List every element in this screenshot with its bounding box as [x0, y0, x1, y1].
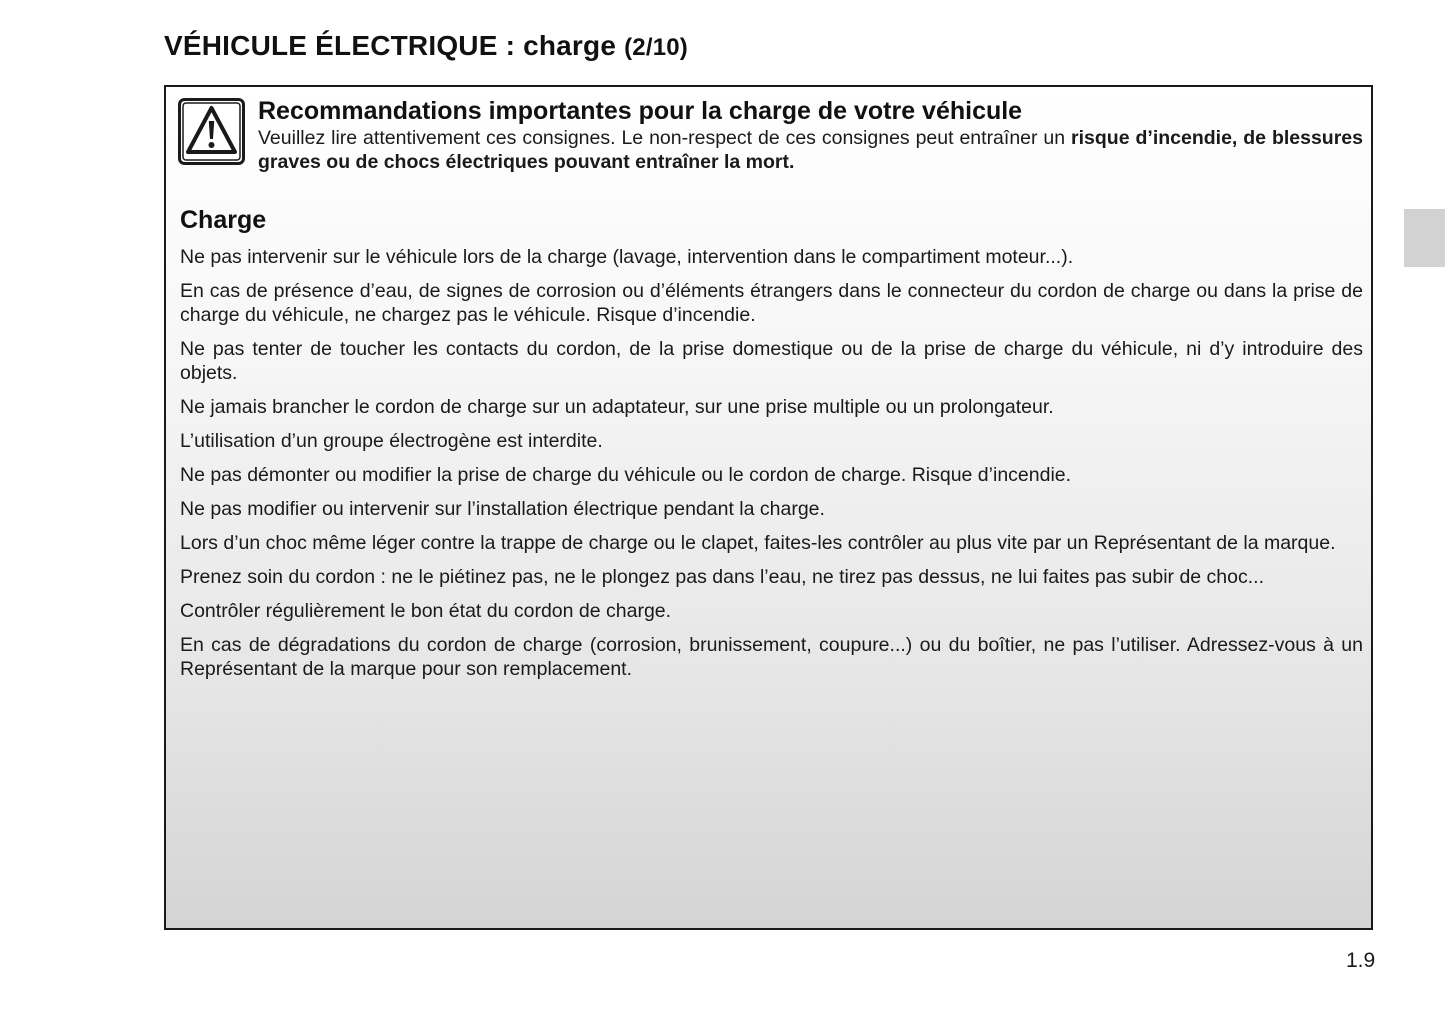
- page-title-counter: (2/10): [624, 34, 689, 61]
- instruction-paragraph: Contrôler régulièrement le bon état du cordon de charge.: [180, 600, 672, 622]
- page-number: 1.9: [1346, 949, 1376, 972]
- page-title-text: VÉHICULE ÉLECTRIQUE : charge: [164, 30, 617, 61]
- warning-triangle-icon: [178, 98, 245, 165]
- instruction-paragraph: Ne pas tenter de toucher les contacts du cordon, de la prise domestique ou de la prise de charge du véhicule, ni d’y introduire des objets.: [180, 338, 1363, 384]
- warning-intro-text: Veuillez lire attentivement ces consignes. Le non-respect de ces consignes peut entraîner un: [258, 127, 1072, 149]
- instruction-paragraph: En cas de présence d’eau, de signes de corrosion ou d’éléments étrangers dans le connecteur du cordon de charge ou dans la prise de charge du véhicule, ne chargez pas le véhicule. Risque d’incendie.: [180, 280, 1363, 326]
- section-heading-charge: Charge: [180, 206, 267, 234]
- instruction-paragraph: En cas de dégradations du cordon de charge (corrosion, brunissement, coupure...) ou du boîtier, ne pas l’utiliser. Adressez-vous à un Représentant de la marque pour son remplacement.: [180, 634, 1363, 680]
- instruction-paragraph: Prenez soin du cordon : ne le piétinez pas, ne le plongez pas dans l’eau, ne tirez pas dessus, ne lui faites pas subir de choc...: [180, 566, 1265, 588]
- warning-intro-emphasis: risque d’incendie, de blessures graves ou de chocs électriques pouvant entraîner la mort.: [258, 127, 1363, 173]
- instruction-paragraph: Ne pas modifier ou intervenir sur l’installation électrique pendant la charge.: [180, 498, 825, 520]
- instruction-paragraph: Lors d’un choc même léger contre la trappe de charge ou le clapet, faites-les contrôler au plus vite par un Représentant de la marque.: [180, 532, 1336, 554]
- warning-box: [164, 85, 1373, 930]
- instruction-paragraph: Ne jamais brancher le cordon de charge sur un adaptateur, sur une prise multiple ou un prolongateur.: [180, 396, 1054, 418]
- warning-intro: [258, 126, 1363, 174]
- instruction-paragraph: L’utilisation d’un groupe électrogène est interdite.: [180, 430, 603, 452]
- instruction-paragraph: Ne pas démonter ou modifier la prise de charge du véhicule ou le cordon de charge. Risque d’incendie.: [180, 464, 1072, 486]
- chapter-side-tab: [1404, 209, 1445, 267]
- warning-heading: Recommandations importantes pour la charge de votre véhicule: [258, 97, 1023, 125]
- charge-instructions: [180, 245, 1363, 691]
- instruction-paragraph: Ne pas intervenir sur le véhicule lors de la charge (lavage, intervention dans le compartiment moteur...).: [180, 246, 1074, 268]
- page-title: [164, 30, 688, 62]
